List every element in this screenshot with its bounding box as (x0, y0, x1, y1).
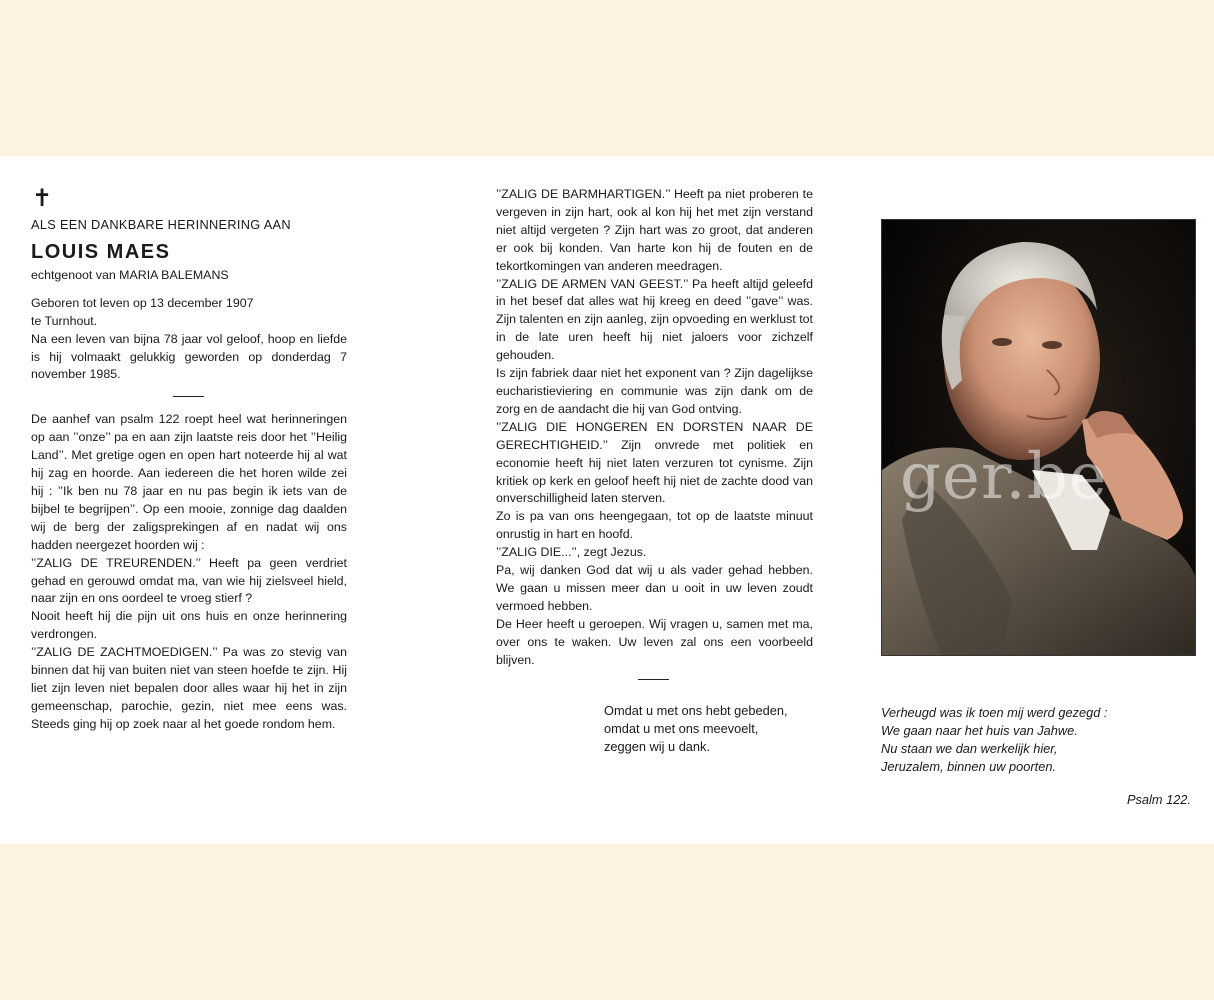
prayer-line: omdat u met ons meevoelt, (604, 721, 759, 737)
paragraph: ’’ZALIG DE ARMEN VAN GEEST.’’ Pa heeft altijd geleefd in het besef dat alles wat hij kreeg en deed ’’gave’’ was. Zijn talenten en zijn aanleg, zijn opvoeding en werklust tot in de late uren heeft hij niet jaloers voor zichzelf gehouden. (496, 276, 813, 363)
paragraph: ’’ZALIG DE TREURENDEN.’’ Heeft pa geen verdriet gehad en gerouwd omdat ma, van wie hij zielsveel hield, naar zijn en ons oordeel te vroeg stierf ? (31, 555, 347, 606)
psalm-reference: Psalm 122. (1126, 792, 1191, 807)
birth-place: te Turnhout. (31, 313, 98, 328)
paragraph: ’’ZALIG DE ZACHTMOEDIGEN.’’ Pa was zo stevig van binnen dat hij van buiten niet van steen hoefde te zijn. Hij liet zijn leven niet bepalen door alles waar hij het in zijn gemeenschap, parochie, gezin, niet mee eens was. Steeds ging hij op zoek naar al het goede rondom hem. (31, 645, 347, 731)
portrait-illustration (882, 220, 1196, 656)
paragraph: De aanhef van psalm 122 roept heel wat herinneringen op aan ’’onze’’ pa en aan zijn laatste reis door het ’’Heilig Land’’. Met gretige ogen en open hart noteerde hij al wat hij zag en hoorde. Aan iedereen die het horen wilde zei hij : ’’Ik ben nu 78 jaar en nu pas begin ik iets van de bijbel te begrijpen’’. Op een mooie, zonnige dag daalden wij de berg der zaligsprekingen af en nadat wij ons hadden neergezet hoorden wij : (31, 412, 347, 552)
paragraph: ’’ZALIG DE BARMHARTIGEN.’’ Heeft pa niet proberen te vergeven in zijn hart, ook al kon hij het met zijn verstand niet altijd vergeten ? Zijn hart was zo groot, dat anderen er ook bij konden. Van harte kon hij de fouten en de tekortkomingen van anderen meedragen. (496, 187, 813, 273)
paragraph: Zo is pa van ons heengegaan, tot op de laatste minuut onrustig in hart en hoofd. (496, 509, 813, 542)
paragraph: Nooit heeft hij die pijn uit ons huis en onze herinnering verdrongen. (31, 609, 347, 642)
paragraph: ’’ZALIG DIE HONGEREN EN DORSTEN NAAR DE GERECHTIGHEID.’’ Zijn onvrede met politiek en economie heeft hij niet laten verzuren tot cynisme. Zijn kritiek op kerk en geloof heeft hij niet de zachte dood van onverschilligheid laten sterven. (496, 419, 813, 506)
death-text: Na een leven van bijna 78 jaar vol geloof, hoop en liefde is hij volmaakt gelukkig geworden op donderdag 7 november 1985. (31, 331, 347, 382)
psalm-quote (881, 704, 1191, 776)
portrait-photo (881, 219, 1196, 656)
spouse-line: echtgenoot van MARIA BALEMANS (31, 267, 229, 282)
paragraph: ’’ZALIG DIE...’’, zegt Jezus. (496, 545, 647, 560)
prayer (604, 702, 813, 756)
birth-line: Geboren tot leven op 13 december 1907 (31, 295, 254, 310)
deceased-name: LOUIS MAES (31, 240, 171, 263)
cross-icon: ✝ (32, 184, 53, 212)
psalm-line: We gaan naar het huis van Jahwe. (881, 723, 1078, 738)
intro-line: ALS EEN DANKBARE HERINNERING AAN (31, 217, 291, 232)
paragraph: Pa, wij danken God dat wij u als vader gehad hebben. We gaan u missen meer dan u ooit in uw leven zoudt vermoed hebben. (496, 563, 813, 613)
prayer-line: zeggen wij u dank. (604, 739, 710, 755)
left-column (31, 186, 347, 734)
divider (638, 679, 669, 680)
middle-column (496, 186, 813, 756)
prayer-line: Omdat u met ons hebt gebeden, (604, 703, 788, 719)
watermark: ger.be (900, 440, 1108, 514)
psalm-line: Nu staan we dan werkelijk hier, (881, 741, 1058, 756)
paragraph: De Heer heeft u geroepen. Wij vragen u, samen met ma, over ons te waken. Uw leven zal ons een voorbeeld blijven. (496, 616, 813, 667)
psalm-line: Jeruzalem, binnen uw poorten. (881, 759, 1056, 774)
psalm-line: Verheugd was ik toen mij werd gezegd : (881, 705, 1108, 720)
divider (173, 396, 204, 397)
paragraph: Is zijn fabriek daar niet het exponent van ? Zijn dagelijkse eucharistieviering en communie was zijn dank om de zorg en de aandacht die hij van God ontving. (496, 366, 813, 416)
